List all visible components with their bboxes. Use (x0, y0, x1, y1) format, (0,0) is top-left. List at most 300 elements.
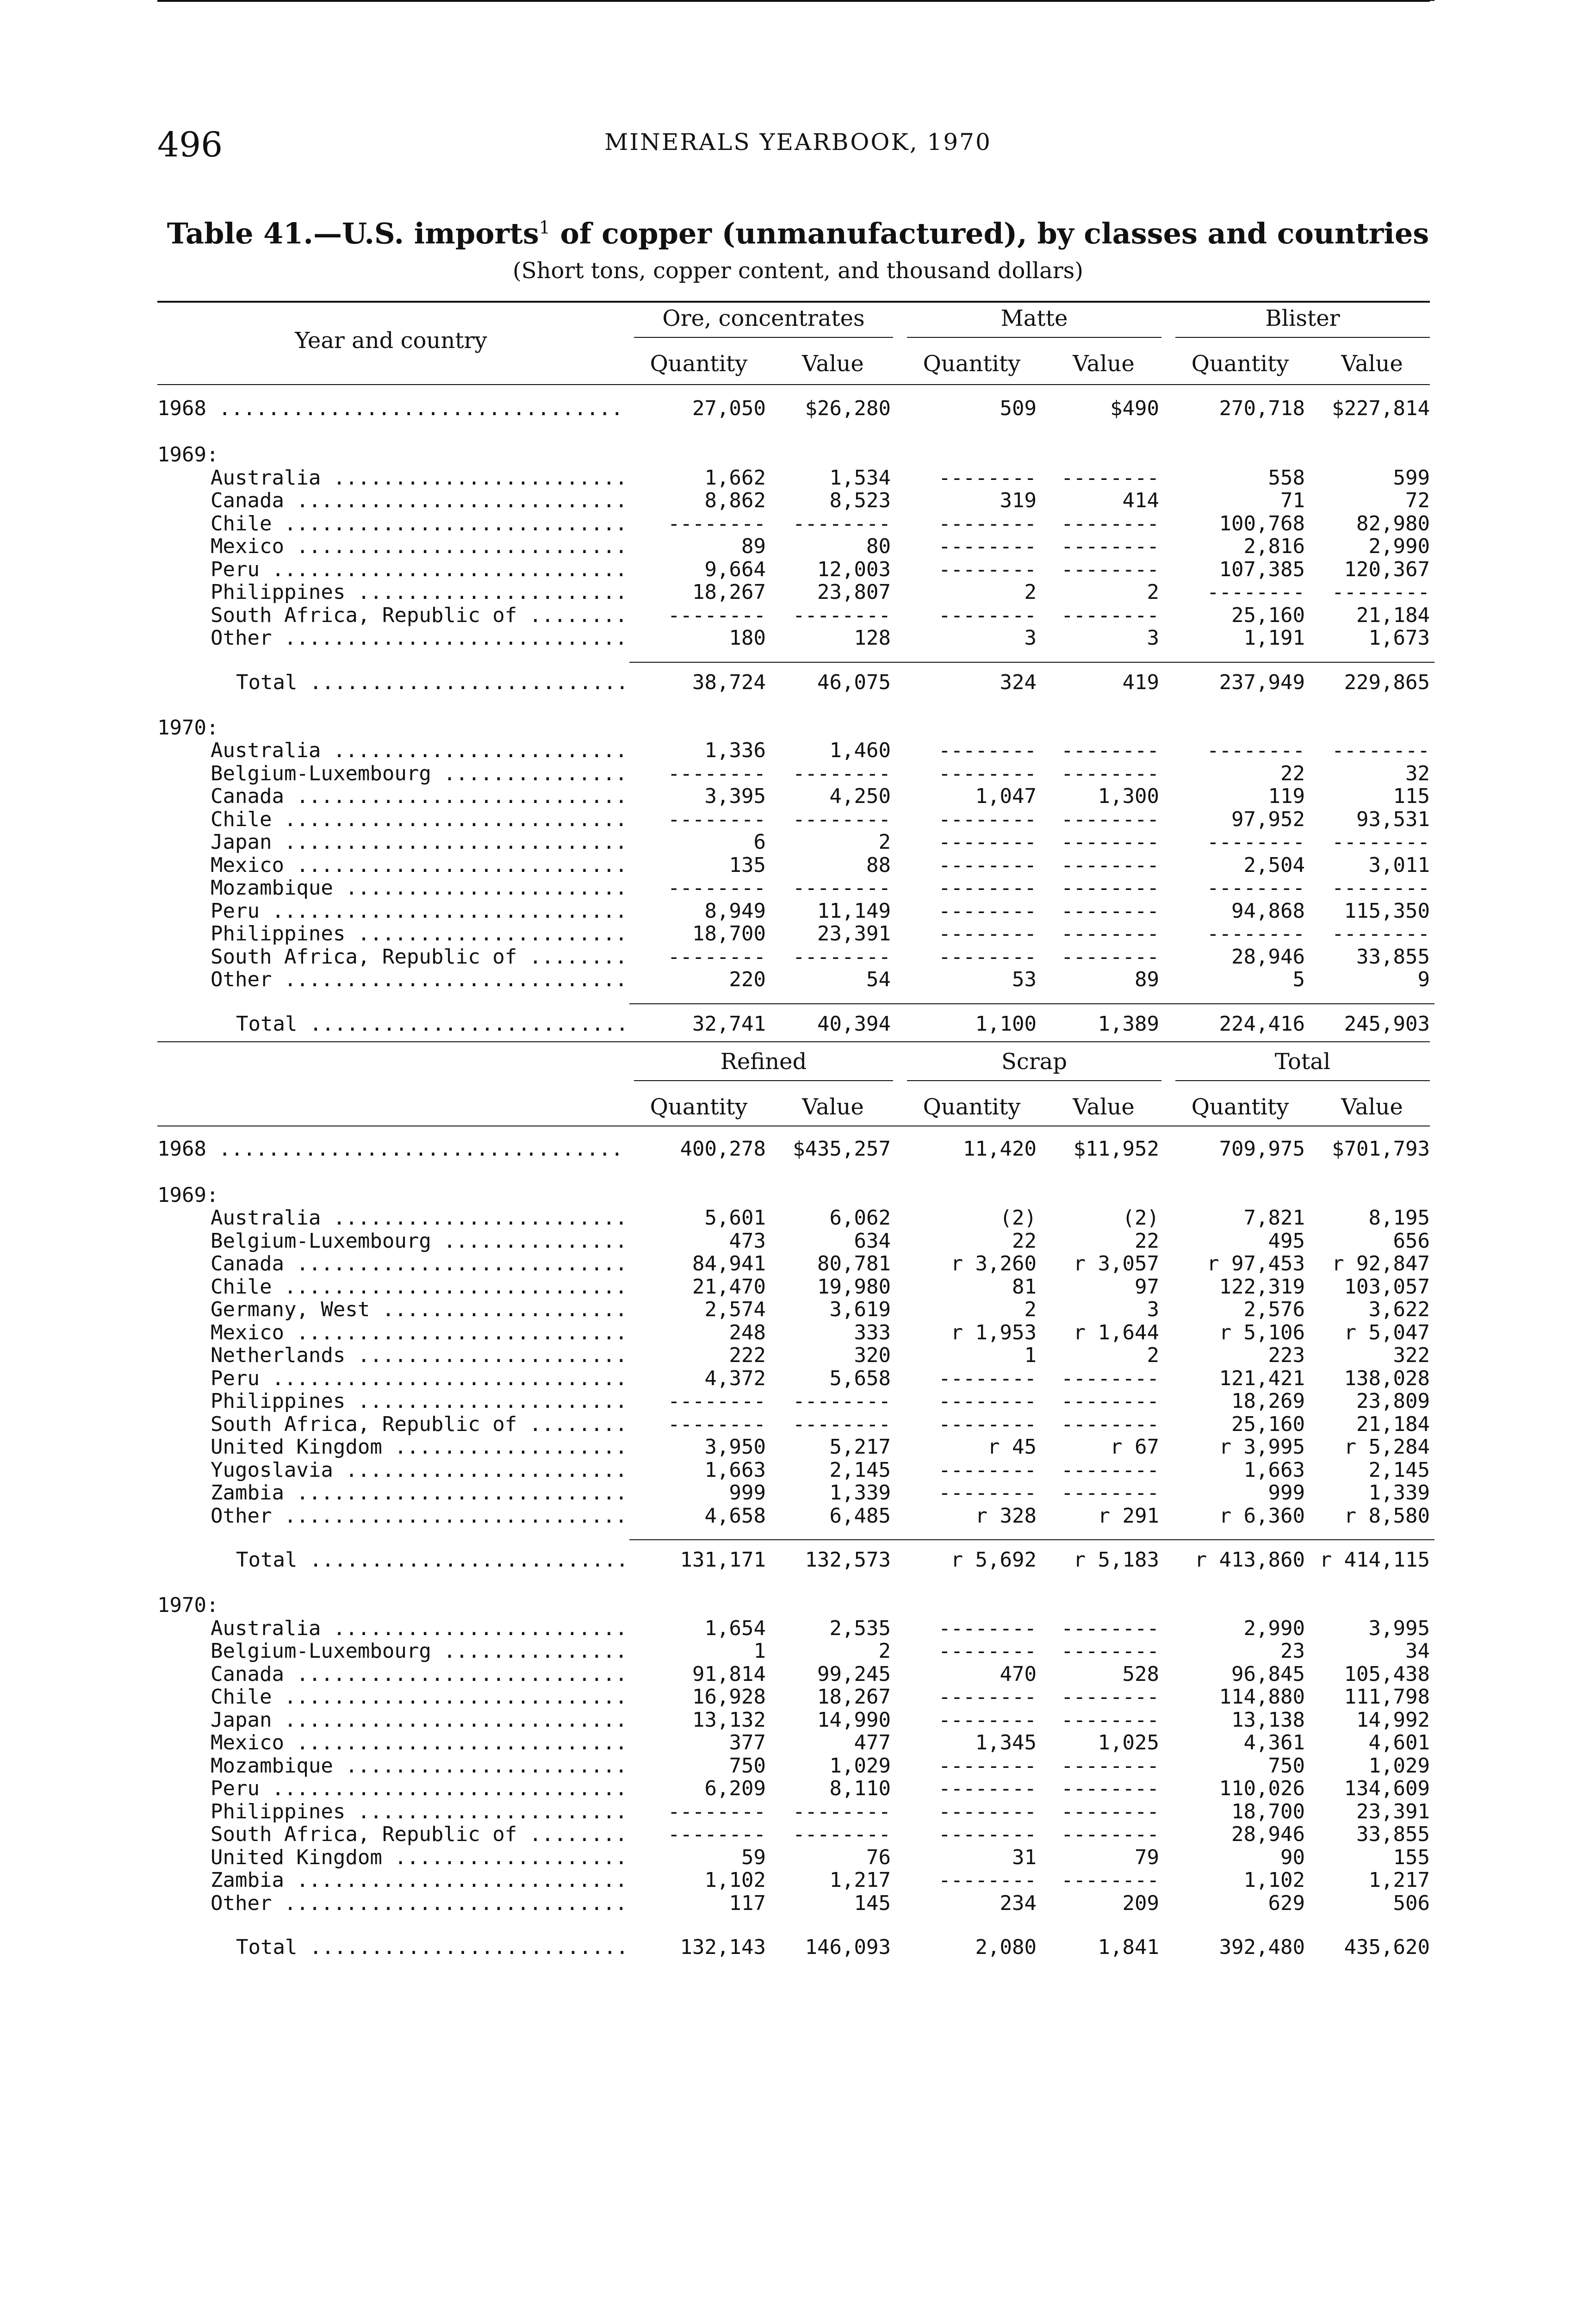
table-cell: -------- (938, 807, 1037, 831)
country-label: Zambia ..... (211, 1869, 627, 1892)
table-cell: 209 (1122, 1891, 1159, 1915)
table-row (157, 808, 1430, 831)
table-cell: 117 (729, 1891, 766, 1915)
table-cell: -------- (1207, 580, 1305, 604)
column-group-header: Matte (1000, 305, 1068, 331)
table-cell: -------- (1061, 1616, 1159, 1640)
table-cell: 495 (1268, 1229, 1305, 1253)
table-cell: -------- (1061, 1777, 1159, 1800)
table-cell: 414 (1122, 489, 1159, 512)
table-top-rule (157, 301, 1430, 303)
table-cell: 28,946 (1231, 1823, 1305, 1846)
table-cell: 1,663 (1243, 1458, 1305, 1482)
country-label: Belgium-Luxembourg ..... (211, 762, 627, 785)
table-cell: 7,821 (1243, 1206, 1305, 1230)
table-cell: r 5,692 (950, 1548, 1037, 1572)
table-cell: r 3,995 (1219, 1435, 1305, 1459)
table-row (157, 877, 1430, 900)
table-row (157, 1549, 1430, 1572)
table-cell: 2,535 (829, 1616, 891, 1640)
table-cell: 558 (1268, 466, 1305, 490)
table-cell: 4,658 (704, 1504, 766, 1528)
table-row (157, 1390, 1430, 1413)
table-cell: (2) (1122, 1206, 1159, 1230)
table-row (157, 1321, 1430, 1344)
country-label: Other ..... (211, 1892, 627, 1915)
table-row (157, 1505, 1430, 1528)
quantity-header: Quantity (1191, 351, 1289, 377)
table-cell: 223 (1268, 1344, 1305, 1367)
table-cell: -------- (1061, 1823, 1159, 1846)
table-row (157, 581, 1430, 604)
table-cell: 18,267 (817, 1685, 891, 1709)
table-cell: 111,798 (1344, 1685, 1430, 1709)
table-cell: -------- (1061, 1754, 1159, 1778)
column-group-header: Scrap (1001, 1048, 1068, 1075)
table-cell: -------- (1207, 739, 1305, 762)
table-cell: 1,217 (829, 1868, 891, 1892)
table-cell: 89 (741, 535, 766, 558)
table-row (157, 922, 1430, 946)
table-cell: 2 (878, 1639, 891, 1663)
total-label: Total ..... (236, 1936, 627, 1959)
page-number: 496 (157, 125, 223, 165)
table-bottom-rule (157, 0, 1430, 2)
table-row (157, 1298, 1430, 1321)
table-cell: 2 (1147, 580, 1159, 604)
table-cell: -------- (668, 1823, 766, 1846)
table-cell: -------- (1061, 1799, 1159, 1823)
table-cell: 131,171 (680, 1548, 766, 1572)
table-cell: 120,367 (1344, 557, 1430, 581)
table-cell: 4,250 (829, 784, 891, 808)
table-row (157, 1686, 1430, 1709)
table-cell: -------- (1061, 1458, 1159, 1482)
table-cell: r 5,106 (1219, 1320, 1305, 1344)
running-head: MINERALS YEARBOOK, 1970 (604, 129, 992, 156)
country-label: South Africa, Republic of ..... (211, 1823, 627, 1846)
table-cell: 2 (1024, 1298, 1037, 1321)
table-cell: 90 (1280, 1845, 1305, 1869)
table-cell: 97 (1135, 1275, 1159, 1299)
table-cell: 3 (1024, 626, 1037, 650)
table-row (157, 1252, 1430, 1275)
table-cell: $11,952 (1073, 1137, 1159, 1161)
group-header-rule (634, 337, 893, 338)
table-cell: 12,003 (817, 557, 891, 581)
table-cell: 13,132 (692, 1708, 766, 1732)
table-cell: 128 (854, 626, 891, 650)
table-cell: r 1,953 (950, 1320, 1037, 1344)
country-label: Chile ..... (211, 512, 627, 535)
table-cell: 5,217 (829, 1435, 891, 1459)
table-row (157, 831, 1430, 854)
table-row (157, 1640, 1430, 1663)
table-cell: 229,865 (1344, 670, 1430, 694)
country-label: Mozambique ..... (211, 877, 627, 900)
country-label: Peru ..... (211, 900, 627, 923)
table-cell: r 414,115 (1319, 1548, 1430, 1572)
table-cell: 1,534 (829, 466, 891, 490)
country-label: Canada ..... (211, 1663, 627, 1686)
quantity-header: Quantity (650, 351, 748, 377)
table-cell: -------- (668, 761, 766, 785)
table-cell: 270,718 (1219, 397, 1305, 420)
table-cell: 1,102 (704, 1868, 766, 1892)
year-label: 1968 ..... (157, 1138, 627, 1161)
country-label: Mozambique ..... (211, 1754, 627, 1778)
table-cell: 27,050 (692, 397, 766, 420)
table-cell: $701,793 (1332, 1137, 1430, 1161)
table-cell: 23,391 (1356, 1799, 1430, 1823)
table-row (157, 512, 1430, 535)
table-cell: 750 (729, 1754, 766, 1778)
table-row (157, 1754, 1430, 1778)
table-cell: 138,028 (1344, 1366, 1430, 1390)
table-cell: -------- (1332, 876, 1430, 900)
table-cell: -------- (938, 1639, 1037, 1663)
table-row (157, 1731, 1430, 1754)
country-label: Germany, West ..... (211, 1298, 627, 1321)
table-cell: 107,385 (1219, 557, 1305, 581)
column-group-header: Blister (1265, 305, 1340, 331)
table-row (157, 558, 1430, 581)
table-row (157, 489, 1430, 512)
country-label: Netherlands ..... (211, 1344, 627, 1367)
table-cell: -------- (668, 1412, 766, 1436)
table-cell: -------- (1061, 557, 1159, 581)
table-cell: 2 (878, 830, 891, 854)
country-label: Australia ..... (211, 1207, 627, 1230)
table-cell: -------- (938, 1412, 1037, 1436)
country-label: Japan ..... (211, 1709, 627, 1732)
table-cell: -------- (1207, 830, 1305, 854)
table-cell: -------- (938, 1481, 1037, 1505)
table-cell: 115,350 (1344, 899, 1430, 923)
table-cell: -------- (668, 876, 766, 900)
table-cell: 88 (866, 853, 891, 877)
table-cell: 1,029 (1368, 1754, 1430, 1778)
table-cell: 180 (729, 626, 766, 650)
table-cell: 23,809 (1356, 1389, 1430, 1413)
table-cell: 1 (753, 1639, 766, 1663)
table-cell: 248 (729, 1320, 766, 1344)
country-label: Philippines ..... (211, 581, 627, 604)
table-cell: 23,807 (817, 580, 891, 604)
table-cell: 99,245 (817, 1662, 891, 1686)
table-cell: 71 (1280, 489, 1305, 512)
table-cell: 1,841 (1098, 1935, 1159, 1959)
table-cell: 322 (1393, 1344, 1430, 1367)
table-cell: 333 (854, 1320, 891, 1344)
table-cell: 1,336 (704, 739, 766, 762)
table-cell: -------- (793, 603, 891, 627)
table-cell: -------- (938, 761, 1037, 785)
table-cell: 6,209 (704, 1777, 766, 1800)
table-row (157, 1459, 1430, 1482)
table-cell: -------- (1061, 1868, 1159, 1892)
table-cell: -------- (1061, 739, 1159, 762)
table-cell: 53 (1012, 968, 1037, 991)
table-cell: 11,149 (817, 899, 891, 923)
table-cell: 155 (1393, 1845, 1430, 1869)
table-cell: 134,609 (1344, 1777, 1430, 1800)
table-row (157, 535, 1430, 558)
table-cell: 528 (1122, 1662, 1159, 1686)
table-cell: 2 (1147, 1344, 1159, 1367)
table-row (157, 1869, 1430, 1892)
country-label: United Kingdom ..... (211, 1846, 627, 1869)
table-cell: -------- (1061, 1412, 1159, 1436)
value-header: Value (1073, 351, 1135, 377)
table-row (157, 785, 1430, 808)
table-cell: 324 (1000, 670, 1037, 694)
table-cell: 4,361 (1243, 1731, 1305, 1754)
table-cell: -------- (793, 876, 891, 900)
table-cell: 999 (729, 1481, 766, 1505)
table-cell: 16,928 (692, 1685, 766, 1709)
table-cell: 105,438 (1344, 1662, 1430, 1686)
table-cell: -------- (1061, 603, 1159, 627)
table-row (157, 604, 1430, 627)
table-cell: -------- (793, 945, 891, 969)
table-cell: 115 (1393, 784, 1430, 808)
table-cell: -------- (938, 1389, 1037, 1413)
table-cell: 122,319 (1219, 1275, 1305, 1299)
table-cell: -------- (938, 1823, 1037, 1846)
table-cell: 1,339 (829, 1481, 891, 1505)
table-row (157, 1344, 1430, 1367)
table-cell: 470 (1000, 1662, 1037, 1686)
table-cell: -------- (1061, 1389, 1159, 1413)
table-cell: 5,658 (829, 1366, 891, 1390)
table-row (157, 1367, 1430, 1390)
value-header: Value (1073, 1094, 1135, 1120)
table-cell: r 5,284 (1344, 1435, 1430, 1459)
table-cell: 2,504 (1243, 853, 1305, 877)
table-cell: 11,420 (963, 1137, 1037, 1161)
country-label: Japan ..... (211, 831, 627, 854)
table-cell: -------- (938, 1458, 1037, 1482)
total-label: Total ..... (236, 671, 627, 694)
table-cell: 22 (1012, 1229, 1037, 1253)
table-cell: -------- (668, 1389, 766, 1413)
table-cell: 6,062 (829, 1206, 891, 1230)
table-cell: 1,025 (1098, 1731, 1159, 1754)
header-bottom-rule (157, 384, 1430, 385)
table-title-text-end: of copper (unmanufactured), by classes and countries (560, 217, 1429, 250)
table-row (157, 762, 1430, 785)
table-cell: 84,941 (692, 1252, 766, 1275)
table-cell: -------- (668, 807, 766, 831)
table-row (157, 1230, 1430, 1253)
country-label: Yugoslavia ..... (211, 1459, 627, 1482)
table-row (157, 1846, 1430, 1869)
table-cell: -------- (793, 511, 891, 535)
table-row (157, 716, 1430, 740)
year-label: 1968 ..... (157, 397, 627, 420)
table-cell: 3,011 (1368, 853, 1430, 877)
table-cell: 18,700 (1231, 1799, 1305, 1823)
table-cell: 8,195 (1368, 1206, 1430, 1230)
country-label: Mexico ..... (211, 1731, 627, 1754)
table-cell: 21,184 (1356, 1412, 1430, 1436)
table-cell: 46,075 (817, 670, 891, 694)
table-title (0, 217, 1596, 250)
table-row (157, 1936, 1430, 1959)
table-row (157, 1594, 1430, 1617)
table-cell: 80,781 (817, 1252, 891, 1275)
table-cell: -------- (938, 1799, 1037, 1823)
table-row (157, 1436, 1430, 1459)
country-label: Mexico ..... (211, 854, 627, 877)
table-cell: 22 (1135, 1229, 1159, 1253)
table-cell: 40,394 (817, 1012, 891, 1036)
group-header-rule (1175, 1080, 1430, 1081)
table-row (157, 397, 1430, 420)
footnote-ref: 1 (539, 217, 550, 238)
table-row (157, 627, 1430, 650)
table-cell: 9 (1417, 968, 1430, 991)
table-cell: 19,980 (817, 1275, 891, 1299)
country-label: Philippines ..... (211, 1390, 627, 1413)
table-cell: 3 (1147, 626, 1159, 650)
table-cell: 94,868 (1231, 899, 1305, 923)
total-rule (629, 1003, 1435, 1004)
table-cell: -------- (1061, 511, 1159, 535)
year-label: 1970: (157, 1594, 219, 1617)
table-cell: (2) (1000, 1206, 1037, 1230)
table-cell: -------- (793, 807, 891, 831)
table-cell: -------- (938, 853, 1037, 877)
table-cell: 5,601 (704, 1206, 766, 1230)
country-label: Australia ..... (211, 1617, 627, 1640)
country-label: Other ..... (211, 627, 627, 650)
table-cell: 91,814 (692, 1662, 766, 1686)
table-cell: 135 (729, 853, 766, 877)
table-cell: 237,949 (1219, 670, 1305, 694)
table-cell: 93,531 (1356, 807, 1430, 831)
table-cell: -------- (1061, 466, 1159, 490)
table-cell: 4,601 (1368, 1731, 1430, 1754)
table-cell: -------- (1207, 876, 1305, 900)
table-cell: 1,460 (829, 739, 891, 762)
table-cell: 5 (1292, 968, 1305, 991)
total-rule (629, 1539, 1435, 1540)
table-cell: 100,768 (1219, 511, 1305, 535)
table-cell: -------- (793, 1389, 891, 1413)
table-row (157, 1207, 1430, 1230)
table-row (157, 1777, 1430, 1800)
table-cell: 2 (1024, 580, 1037, 604)
table-cell: -------- (938, 1685, 1037, 1709)
group-header-rule (1175, 337, 1430, 338)
table-cell: -------- (1061, 1685, 1159, 1709)
table-cell: r 67 (1110, 1435, 1159, 1459)
table-row (157, 1138, 1430, 1161)
table-cell: -------- (1061, 535, 1159, 558)
table-cell: 8,949 (704, 899, 766, 923)
table-row (157, 739, 1430, 762)
value-header: Value (1341, 351, 1403, 377)
table-cell: 76 (866, 1845, 891, 1869)
table-cell: 23,391 (817, 922, 891, 946)
country-label: Canada ..... (211, 785, 627, 808)
table-cell: 72 (1405, 489, 1430, 512)
country-label: Australia ..... (211, 467, 627, 490)
table-cell: 34 (1405, 1639, 1430, 1663)
table-cell: 400,278 (680, 1137, 766, 1161)
country-label: Mexico ..... (211, 535, 627, 558)
table-cell: r 5,183 (1073, 1548, 1159, 1572)
table-cell: 6 (753, 830, 766, 854)
table-cell: 419 (1122, 670, 1159, 694)
table-cell: 82,980 (1356, 511, 1430, 535)
table-cell: 224,416 (1219, 1012, 1305, 1036)
table-cell: 2,080 (975, 1935, 1037, 1959)
table-cell: -------- (938, 945, 1037, 969)
table-cell: -------- (1061, 922, 1159, 946)
table-cell: 1,389 (1098, 1012, 1159, 1036)
table-row (157, 443, 1430, 467)
table-cell: 114,880 (1219, 1685, 1305, 1709)
total-rule (629, 662, 1435, 663)
table-cell: 234 (1000, 1891, 1037, 1915)
table-row (157, 671, 1430, 694)
table-cell: 477 (854, 1731, 891, 1754)
table-cell: 21,470 (692, 1275, 766, 1299)
table-cell: 89 (1135, 968, 1159, 991)
table-cell: -------- (1061, 899, 1159, 923)
table-cell: -------- (1061, 945, 1159, 969)
table-cell: -------- (938, 1868, 1037, 1892)
quantity-header: Quantity (650, 1094, 748, 1120)
country-label: Belgium-Luxembourg ..... (211, 1640, 627, 1663)
table-cell: -------- (938, 739, 1037, 762)
country-label: Mexico ..... (211, 1321, 627, 1344)
quantity-header: Quantity (1191, 1094, 1289, 1120)
table-cell: $490 (1110, 397, 1159, 420)
table-cell: 509 (1000, 397, 1037, 420)
table-row (157, 1800, 1430, 1823)
table-cell: 18,700 (692, 922, 766, 946)
table-cell: 1,047 (975, 784, 1037, 808)
table-cell: -------- (1207, 922, 1305, 946)
table-cell: -------- (1061, 1481, 1159, 1505)
country-label: United Kingdom ..... (211, 1436, 627, 1459)
table-cell: 25,160 (1231, 1412, 1305, 1436)
table-cell: -------- (668, 1799, 766, 1823)
table-cell: -------- (668, 511, 766, 535)
table-row (157, 467, 1430, 490)
table-cell: 1,339 (1368, 1481, 1430, 1505)
table-cell: 23 (1280, 1639, 1305, 1663)
table-cell: 54 (866, 968, 891, 991)
table-cell: r 328 (975, 1504, 1037, 1528)
quantity-header: Quantity (923, 1094, 1021, 1120)
table-cell: r 3,260 (950, 1252, 1037, 1275)
table-cell: 3,619 (829, 1298, 891, 1321)
country-label: Other ..... (211, 1505, 627, 1528)
table-cell: 656 (1393, 1229, 1430, 1253)
table-cell: 634 (854, 1229, 891, 1253)
table-cell: -------- (938, 1777, 1037, 1800)
value-header: Value (802, 1094, 864, 1120)
table-cell: -------- (1061, 1639, 1159, 1663)
total-label: Total ..... (236, 1549, 627, 1572)
country-label: Chile ..... (211, 1686, 627, 1709)
table-cell: 14,992 (1356, 1708, 1430, 1732)
